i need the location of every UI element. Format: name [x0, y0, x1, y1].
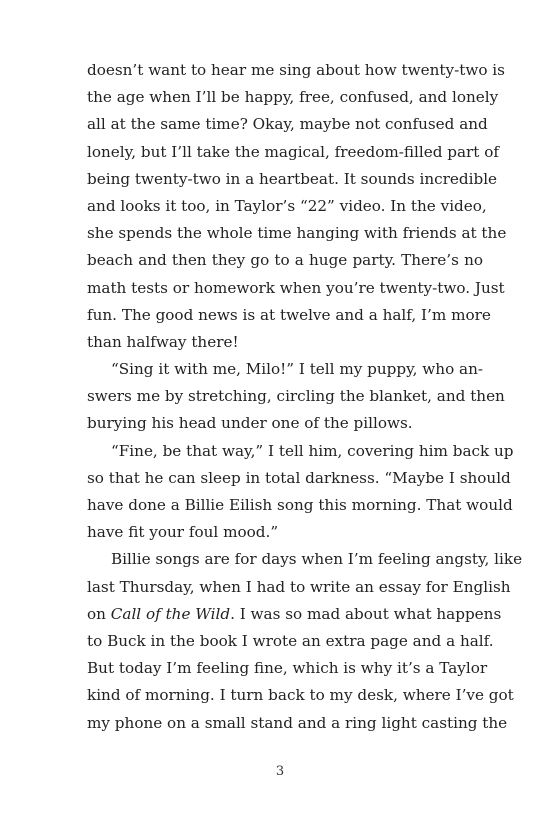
text-line: “Sing it with me, Milo!” I tell my puppy, who an-: [111, 360, 484, 379]
text-line: But today I’m feeling fine, which is why it’s a Taylor: [87, 659, 488, 678]
text-line: than halfway there!: [87, 332, 239, 351]
book-title: Call of the Wild: [110, 604, 231, 623]
text-line: have fit your foul mood.”: [87, 523, 279, 542]
text-line: burying his head under one of the pillows.: [87, 414, 413, 433]
text-line: to Buck in the book I wrote an extra page and a half.: [87, 631, 494, 650]
text-line: Billie songs are for days when I’m feeling angsty, like: [111, 550, 523, 569]
text-line: beach and then they go to a huge party. There’s no: [87, 251, 483, 270]
text-line: being twenty-two in a heartbeat. It sounds incredible: [87, 169, 498, 188]
text-line: she spends the whole time hanging with friends at the: [87, 224, 507, 243]
text-line: kind of morning. I turn back to my desk, where I’ve got: [87, 686, 514, 705]
text-line: swers me by stretching, circling the blanket, and then: [87, 387, 505, 406]
text-line: the age when I’ll be happy, free, confused, and lonely: [87, 88, 499, 107]
text-line: [87, 601, 502, 628]
text-line: my phone on a small stand and a ring light casting the: [87, 713, 508, 732]
text-line: doesn’t want to hear me sing about how twenty-two is: [87, 61, 505, 79]
body-text: [87, 57, 523, 737]
text-line-post: . I was so mad about what happens: [230, 604, 502, 623]
text-line: have done a Billie Eilish song this morning. That would: [87, 496, 513, 514]
text-line: all at the same time? Okay, maybe not confused and: [87, 115, 488, 134]
text-line-pre: on: [87, 604, 111, 623]
text-line: and looks it too, in Taylor’s “22” video. In the video,: [87, 196, 487, 215]
text-line: math tests or homework when you’re twenty-two. Just: [87, 278, 505, 297]
page-number: 3: [275, 764, 285, 779]
text-line: last Thursday, when I had to write an essay for English: [87, 577, 511, 596]
text-line: so that he can sleep in total darkness. “Maybe I should: [87, 468, 511, 487]
text-line: lonely, but I’ll take the magical, freedom-filled part of: [87, 142, 500, 161]
text-line: fun. The good news is at twelve and a half, I’m more: [87, 305, 491, 324]
text-line: “Fine, be that way,” I tell him, covering him back up: [111, 441, 514, 460]
